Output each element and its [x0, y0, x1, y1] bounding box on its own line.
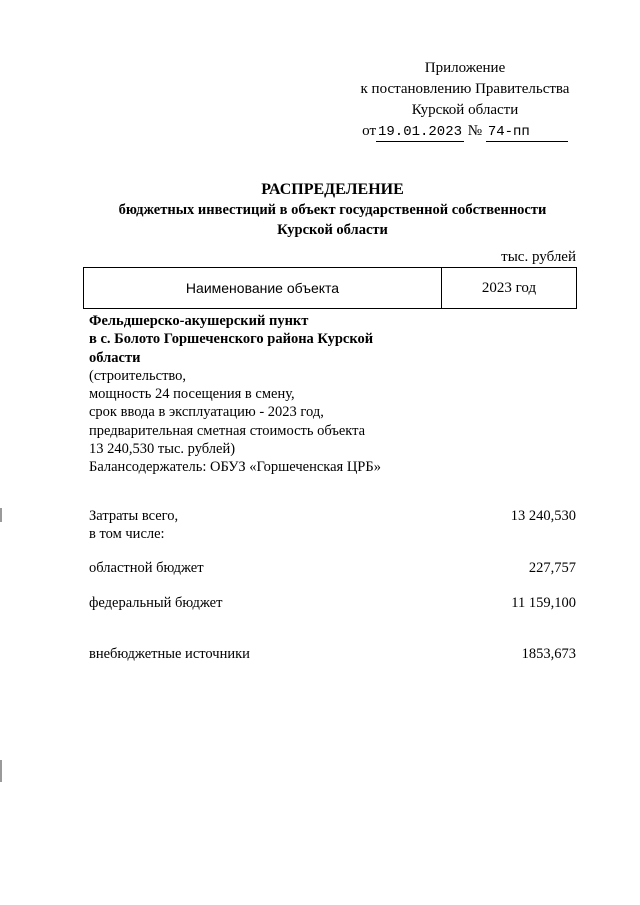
federal-budget-row [89, 594, 576, 612]
object-detail-line: 13 240,530 тыс. рублей) [89, 441, 236, 458]
header-year: 2023 год [481, 279, 537, 296]
document-number: 74-пп [487, 124, 530, 140]
object-detail-line: мощность 24 посещения в смену, [89, 386, 295, 403]
total-costs-value: 13 240,530 [510, 508, 576, 524]
total-costs-row [89, 507, 576, 543]
document-title [60, 180, 605, 240]
object-description [89, 312, 489, 477]
appendix-line-3: Курской области [411, 102, 519, 118]
appendix-line-2: к постановлению Правительства [360, 81, 570, 97]
appendix-date-line [350, 121, 580, 142]
title-line-1: РАСПРЕДЕЛЕНИЕ [261, 181, 404, 198]
title-line-2: бюджетных инвестиций в объект государственной собственности [118, 202, 547, 218]
header-object-name: Наименование объекта [84, 268, 442, 308]
extra-budget-row [89, 645, 576, 663]
object-title-line: в с. Болото Горшеченского района Курской [89, 331, 374, 348]
object-detail-line: срок ввода в эксплуатацию - 2023 год, [89, 404, 324, 421]
table-header [83, 267, 577, 309]
object-title-line: Фельдшерско-акушерский пункт [89, 313, 309, 329]
number-prefix: № [467, 123, 483, 139]
date-prefix: от [362, 123, 376, 139]
object-balance-holder: Балансодержатель: ОБУЗ «Горшеченская ЦРБ» [89, 459, 381, 476]
number-underline [532, 124, 568, 142]
regional-budget-row [89, 559, 576, 577]
document-date: 19.01.2023 [378, 124, 463, 140]
appendix-block [350, 58, 580, 142]
federal-budget-label: федеральный бюджет [89, 595, 223, 611]
total-costs-label: Затраты всего, [89, 508, 179, 524]
object-title-line: области [89, 349, 141, 366]
appendix-line-1: Приложение [424, 60, 506, 76]
title-line-3: Курской области [277, 222, 388, 238]
scan-edge-mark [0, 760, 2, 782]
scan-edge-mark [0, 508, 2, 522]
total-costs-labels [89, 507, 178, 543]
regional-budget-label: областной бюджет [89, 560, 204, 576]
extra-budget-label: внебюджетные источники [89, 646, 250, 662]
including-label: в том числе: [89, 526, 165, 542]
units-label: тыс. рублей [501, 249, 576, 265]
object-detail-line: (строительство, [89, 367, 187, 384]
object-detail-line: предварительная сметная стоимость объекта [89, 422, 366, 439]
regional-budget-value: 227,757 [528, 560, 576, 576]
extra-budget-value: 1853,673 [521, 646, 576, 662]
federal-budget-value: 11 159,100 [511, 595, 576, 611]
